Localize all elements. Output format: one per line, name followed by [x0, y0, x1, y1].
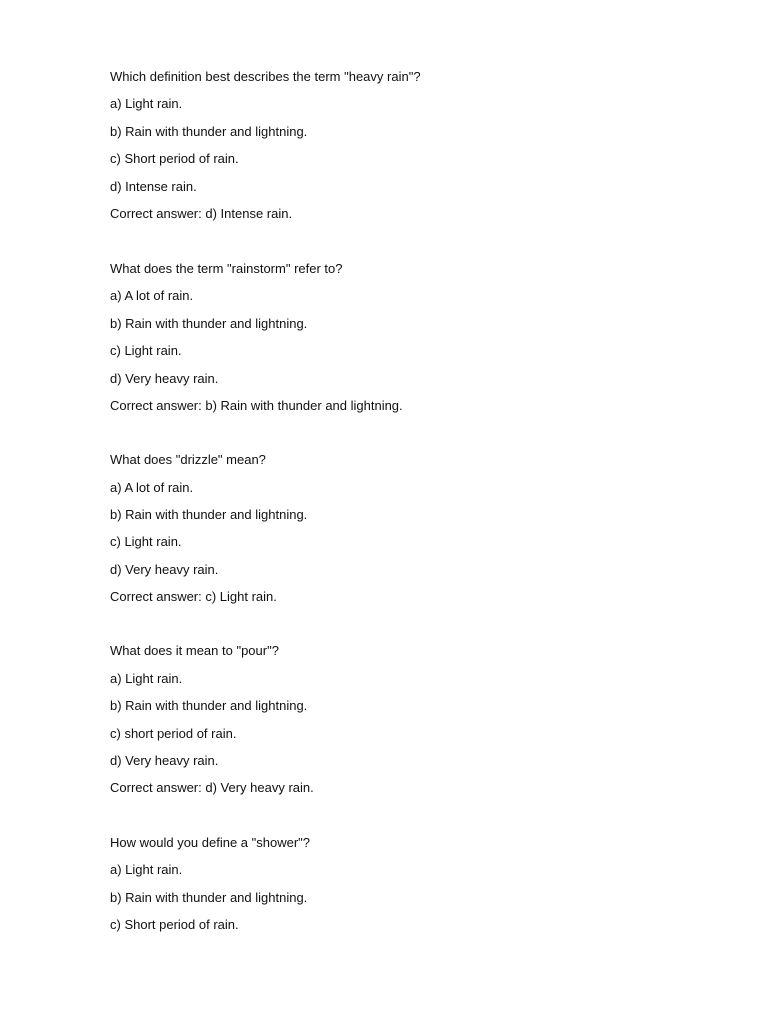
correct-answer: Correct answer: d) Very heavy rain.	[110, 780, 314, 795]
option-b: b) Rain with thunder and lightning.	[110, 507, 308, 522]
option-d: d) Very heavy rain.	[110, 562, 219, 577]
option-b: b) Rain with thunder and lightning.	[110, 316, 308, 331]
option-b: b) Rain with thunder and lightning.	[110, 698, 308, 713]
option-c: c) Light rain.	[110, 534, 182, 549]
option-d: d) Intense rain.	[110, 179, 197, 194]
option-d: d) Very heavy rain.	[110, 753, 219, 768]
option-a: a) A lot of rain.	[110, 288, 194, 303]
option-c: c) short period of rain.	[110, 726, 237, 741]
option-b: b) Rain with thunder and lightning.	[110, 124, 308, 139]
correct-answer: Correct answer: d) Intense rain.	[110, 206, 293, 221]
question-text: What does "drizzle" mean?	[110, 452, 266, 467]
option-c: c) Short period of rain.	[110, 917, 239, 932]
question-text: How would you define a "shower"?	[110, 835, 311, 850]
option-a: a) Light rain.	[110, 96, 183, 111]
option-a: a) Light rain.	[110, 671, 183, 686]
question-text: What does the term "rainstorm" refer to?	[110, 261, 343, 276]
question-text: What does it mean to "pour"?	[110, 643, 279, 658]
option-b: b) Rain with thunder and lightning.	[110, 890, 308, 905]
correct-answer: Correct answer: c) Light rain.	[110, 589, 277, 604]
option-a: a) Light rain.	[110, 862, 183, 877]
option-a: a) A lot of rain.	[110, 480, 194, 495]
option-d: d) Very heavy rain.	[110, 371, 219, 386]
question-text: Which definition best describes the term "heavy rain"?	[110, 69, 421, 84]
option-c: c) Short period of rain.	[110, 151, 239, 166]
correct-answer: Correct answer: b) Rain with thunder and lightning.	[110, 398, 403, 413]
option-c: c) Light rain.	[110, 343, 182, 358]
